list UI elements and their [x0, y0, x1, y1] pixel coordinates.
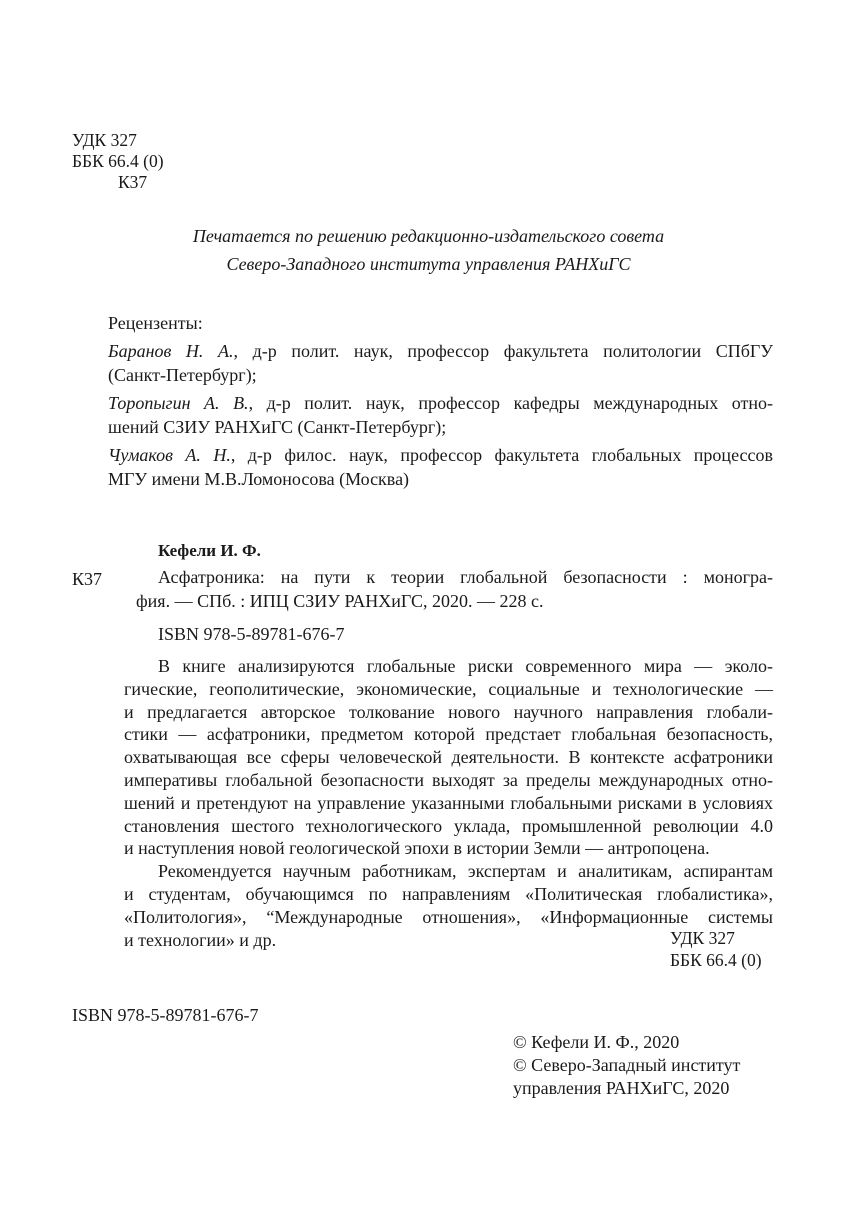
udk-code: УДК 327 [72, 130, 137, 150]
reviewer-name: Чумаков А. Н. [108, 445, 231, 465]
reviewer-details: , д-р полит. наук, профессор кафедры международных отно- [248, 393, 773, 413]
annotation-line: охватывающая все сферы человеческой деятельности. В контексте асфатроники [124, 747, 773, 768]
reviewer-details-cont: шений СЗИУ РАНХиГС (Санкт-Петербург); [108, 417, 447, 437]
reviewer-entry [108, 443, 773, 491]
annotation-line: императивы глобальной безопасности выходят за пределы международных отно- [124, 769, 773, 790]
annotation-line: В книге анализируются глобальные риски современного мира — эколо- [158, 656, 773, 676]
author-heading: Кефели И. Ф. [158, 541, 261, 560]
bbk-code: ББК 66.4 (0) [670, 950, 762, 970]
council-line-2: Северо-Западного института управления РАНХиГС [226, 254, 631, 274]
annotation-line: и студентам, обучающимся по направлениям «Политическая глобалистика», [124, 883, 773, 904]
annotation-line: «Политология», “Международные отношения», «Информационные системы [124, 906, 773, 927]
annotation [124, 655, 773, 951]
side-author-mark: К37 [72, 569, 103, 589]
annotation-line: становления шестого технологического уклада, промышленной революции 4.0 [124, 815, 773, 836]
annotation-line: шений и претендуют на управление указанными глобальными рисками в условиях [124, 792, 773, 813]
copyright-line: © Кефели И. Ф., 2020 [513, 1032, 680, 1052]
reviewer-details-cont: МГУ имени М.В.Ломоносова (Москва) [108, 469, 410, 489]
reviewer-details-cont: (Санкт-Петербург); [108, 365, 257, 385]
annotation-line: гические, геополитические, экономические, социальные и технологические — [124, 678, 773, 699]
annotation-line: и технологии» и др. [124, 929, 277, 950]
reviewer-entry [108, 339, 773, 387]
udk-code: УДК 327 [670, 928, 735, 948]
publishing-council-note [0, 222, 857, 278]
bibliographic-description [136, 565, 773, 613]
isbn-top: ISBN 978-5-89781-676-7 [158, 624, 345, 644]
reviewer-details: , д-р филос. наук, профессор факультета глобальных процессов [230, 445, 773, 465]
copyright-line: управления РАНХиГС, 2020 [513, 1078, 730, 1098]
reviewers-heading: Рецензенты: [108, 313, 203, 333]
reviewers-block [108, 311, 773, 495]
biblio-line-1: Асфатроника: на пути к теории глобальной безопасности : моногра- [158, 567, 773, 587]
reviewer-details: , д-р полит. наук, профессор факультета политологии СПбГУ [233, 341, 774, 361]
reviewer-name: Баранов Н. А. [108, 341, 234, 361]
classification-codes-bottom [670, 927, 762, 971]
author-mark: К37 [118, 172, 148, 192]
classification-codes [72, 130, 164, 193]
annotation-line: стики — асфатроники, предметом которой предстает глобальная безопасность, [124, 724, 773, 745]
annotation-line: Рекомендуется научным работникам, экспертам и аналитикам, аспирантам [158, 861, 773, 882]
isbn-bottom: ISBN 978-5-89781-676-7 [72, 1005, 259, 1025]
copyright-block [513, 1031, 740, 1100]
annotation-line: и предлагается авторское толкование нового научного направления глобали- [124, 701, 773, 722]
biblio-line-2: фия. — СПб. : ИПЦ СЗИУ РАНХиГС, 2020. — 228 с. [136, 591, 544, 611]
copyright-line: © Северо-Западный институт [513, 1055, 741, 1075]
reviewer-entry [108, 391, 773, 439]
reviewer-name: Торопыгин А. В. [108, 393, 249, 413]
bbk-code: ББК 66.4 (0) [72, 151, 164, 171]
annotation-line: и наступления новой геологической эпохи в истории Земли — антропоцена. [124, 838, 710, 859]
council-line-1: Печатается по решению редакционно-издательского совета [192, 226, 665, 246]
